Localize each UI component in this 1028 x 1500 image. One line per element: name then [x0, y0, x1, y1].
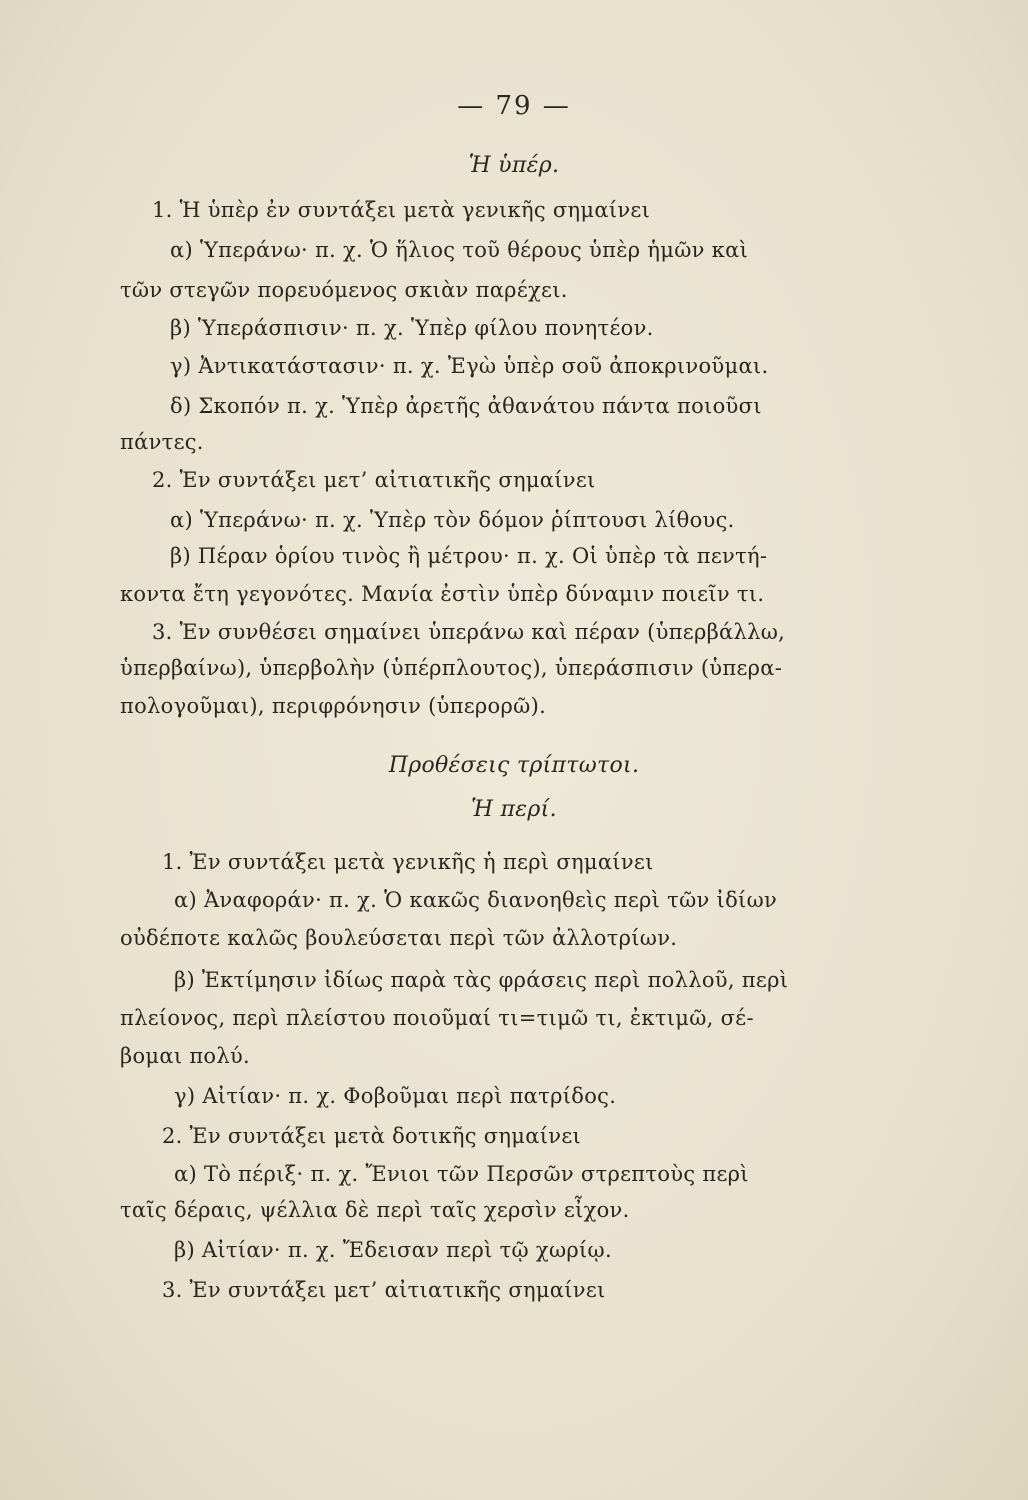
section-heading-hyper: Ἡ ὑπέρ. [468, 153, 560, 178]
paragraph-line: β) Ὑπεράσπισιν· π. χ. Ὑπὲρ φίλου πονητέον. [170, 316, 654, 340]
paragraph-line: πλείονος, περὶ πλείστου ποιοῦμαί τι=τιμῶ τι, ἐκτιμῶ, σέ- [120, 1006, 754, 1030]
section-heading-triptotoi: Προθέσεις τρίπτωτοι. [388, 753, 640, 778]
paragraph-line: 1. Ἐν συντάξει μετὰ γενικῆς ἡ περὶ σημαίνει [162, 850, 654, 874]
section-heading-peri: Ἡ περί. [471, 797, 557, 822]
paragraph-line: κοντα ἔτη γεγονότες. Μανία ἐστὶν ὑπὲρ δύναμιν ποιεῖν τι. [120, 582, 765, 606]
paragraph-line: α) Ὑπεράνω· π. χ. Ὑπὲρ τὸν δόμον ῥίπτουσι λίθους. [170, 508, 735, 532]
paragraph-line: α) Ἀναφοράν· π. χ. Ὁ κακῶς διανοηθεὶς περὶ τῶν ἰδίων [174, 888, 778, 912]
paragraph-line: β) Πέραν ὁρίου τινὸς ἢ μέτρου· π. χ. Οἱ ὑπὲρ τὰ πεντή- [170, 544, 768, 568]
paragraph-line: βομαι πολύ. [120, 1044, 251, 1068]
paragraph-line: 1. Ἡ ὑπὲρ ἐν συντάξει μετὰ γενικῆς σημαίνει [152, 198, 651, 222]
paragraph-line: τῶν στεγῶν πορευόμενος σκιὰν παρέχει. [120, 278, 568, 302]
paragraph-line: β) Αἰτίαν· π. χ. Ἔδεισαν περὶ τῷ χωρίῳ. [174, 1238, 612, 1262]
paragraph-line: 2. Ἐν συντάξει μετὰ δοτικῆς σημαίνει [162, 1124, 582, 1148]
paragraph-line: πάντες. [120, 430, 204, 454]
paragraph-line: γ) Ἀντικατάστασιν· π. χ. Ἐγὼ ὑπὲρ σοῦ ἀποκρινοῦμαι. [170, 354, 769, 378]
paragraph-line: πολογοῦμαι), περιφρόνησιν (ὑπερορῶ). [120, 694, 547, 718]
paragraph-line: β) Ἐκτίμησιν ἰδίως παρὰ τὰς φράσεις περὶ πολλοῦ, περὶ [174, 968, 789, 992]
paragraph-line: α) Τὸ πέριξ· π. χ. Ἔνιοι τῶν Περσῶν στρεπτοὺς περὶ [174, 1162, 749, 1186]
paragraph-line: α) Ὑπεράνω· π. χ. Ὁ ἥλιος τοῦ θέρους ὑπὲρ ἡμῶν καὶ [170, 238, 749, 262]
paragraph-line: 3. Ἐν συνθέσει σημαίνει ὑπεράνω καὶ πέραν (ὑπερβάλλω, [152, 620, 786, 644]
page-number: — 79 — [457, 91, 571, 121]
paragraph-line: 2. Ἐν συντάξει μετ’ αἰτιατικῆς σημαίνει [152, 468, 596, 492]
paragraph-line: δ) Σκοπόν π. χ. Ὑπὲρ ἀρετῆς ἀθανάτου πάντα ποιοῦσι [170, 394, 762, 418]
paragraph-line: ὑπερβαίνω), ὑπερβολὴν (ὑπέρπλουτος), ὑπεράσπισιν (ὑπερα- [120, 656, 783, 680]
paragraph-line: ταῖς δέραις, ψέλλια δὲ περὶ ταῖς χερσὶν εἶχον. [120, 1198, 630, 1222]
paragraph-line: οὐδέποτε καλῶς βουλεύσεται περὶ τῶν ἀλλοτρίων. [120, 926, 678, 950]
paragraph-line: 3. Ἐν συντάξει μετ’ αἰτιατικῆς σημαίνει [162, 1278, 606, 1302]
paragraph-line: γ) Αἰτίαν· π. χ. Φοβοῦμαι περὶ πατρίδος. [174, 1084, 617, 1108]
